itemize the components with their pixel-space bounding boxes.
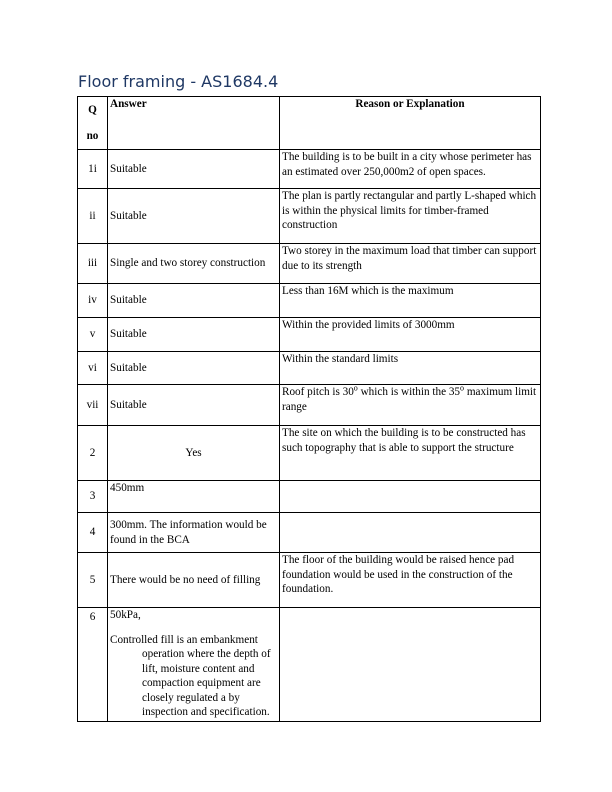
row-answer: 450mm — [108, 481, 280, 513]
header-q-line2: no — [86, 130, 99, 142]
row-q: 2 — [78, 426, 108, 481]
row-q: 4 — [78, 513, 108, 553]
degree-superscript: o — [460, 384, 465, 393]
answers-table — [77, 96, 541, 722]
table-row — [78, 553, 541, 608]
table-row — [78, 244, 541, 284]
row-explanation — [280, 385, 541, 426]
table-row — [78, 352, 541, 385]
explanation-text: maximum limit range — [282, 386, 537, 413]
row-explanation — [280, 608, 541, 722]
table-row — [78, 385, 541, 426]
header-q-line1: Q — [88, 104, 97, 116]
table-row — [78, 318, 541, 352]
table-row — [78, 189, 541, 244]
table-header-row — [78, 97, 541, 150]
row-explanation: The site on which the building is to be constructed has such topography that is able to support the structure — [280, 426, 541, 481]
row-answer — [108, 608, 280, 722]
explanation-text: which is within the 35 — [357, 386, 461, 398]
row-answer: Suitable — [108, 150, 280, 189]
row-q: ii — [78, 189, 108, 244]
row-q: 1i — [78, 150, 108, 189]
row-q: 5 — [78, 553, 108, 608]
header-answer: Answer — [108, 97, 280, 150]
table-row — [78, 150, 541, 189]
row-explanation: Within the provided limits of 3000mm — [280, 318, 541, 352]
answer-detail-text: Controlled fill is an embankment operation where the depth of lift, moisture content and compaction equipment are closely regulated a by inspection and specification. — [110, 633, 271, 718]
table-row — [78, 481, 541, 513]
row-answer: Single and two storey construction — [108, 244, 280, 284]
row-explanation: Within the standard limits — [280, 352, 541, 385]
row-q: 3 — [78, 481, 108, 513]
row-explanation: The floor of the building would be raised hence pad foundation would be used in the construction of the foundation. — [280, 553, 541, 608]
row-explanation: The plan is partly rectangular and partly L-shaped which is within the physical limits for timber-framed construction — [280, 189, 541, 244]
row-q: 6 — [78, 608, 108, 722]
explanation-text: Roof pitch is 30 — [282, 386, 354, 398]
row-explanation — [280, 513, 541, 553]
table-row — [78, 284, 541, 318]
header-q-no — [78, 97, 108, 150]
table-row — [78, 608, 541, 722]
row-explanation — [280, 481, 541, 513]
row-q: v — [78, 318, 108, 352]
table-row — [78, 426, 541, 481]
row-explanation: Two storey in the maximum load that timber can support due to its strength — [280, 244, 541, 284]
row-answer: Yes — [108, 426, 280, 481]
row-answer: Suitable — [108, 284, 280, 318]
row-explanation: The building is to be built in a city whose perimeter has an estimated over 250,000m2 of open spaces. — [280, 150, 541, 189]
header-explanation: Reason or Explanation — [280, 97, 541, 150]
row-answer: Suitable — [108, 189, 280, 244]
row-answer: Suitable — [108, 318, 280, 352]
row-q: vii — [78, 385, 108, 426]
row-answer: Suitable — [108, 352, 280, 385]
table-row — [78, 513, 541, 553]
row-q: vi — [78, 352, 108, 385]
row-answer: There would be no need of filling — [108, 553, 280, 608]
row-q: iii — [78, 244, 108, 284]
row-answer: Suitable — [108, 385, 280, 426]
answer-text: 50kPa, — [110, 609, 141, 621]
degree-superscript: o — [353, 384, 358, 393]
row-explanation: Less than 16M which is the maximum — [280, 284, 541, 318]
row-q: iv — [78, 284, 108, 318]
page-title: Floor framing - AS1684.4 — [78, 72, 279, 91]
row-answer: 300mm. The information would be found in the BCA — [108, 513, 280, 553]
